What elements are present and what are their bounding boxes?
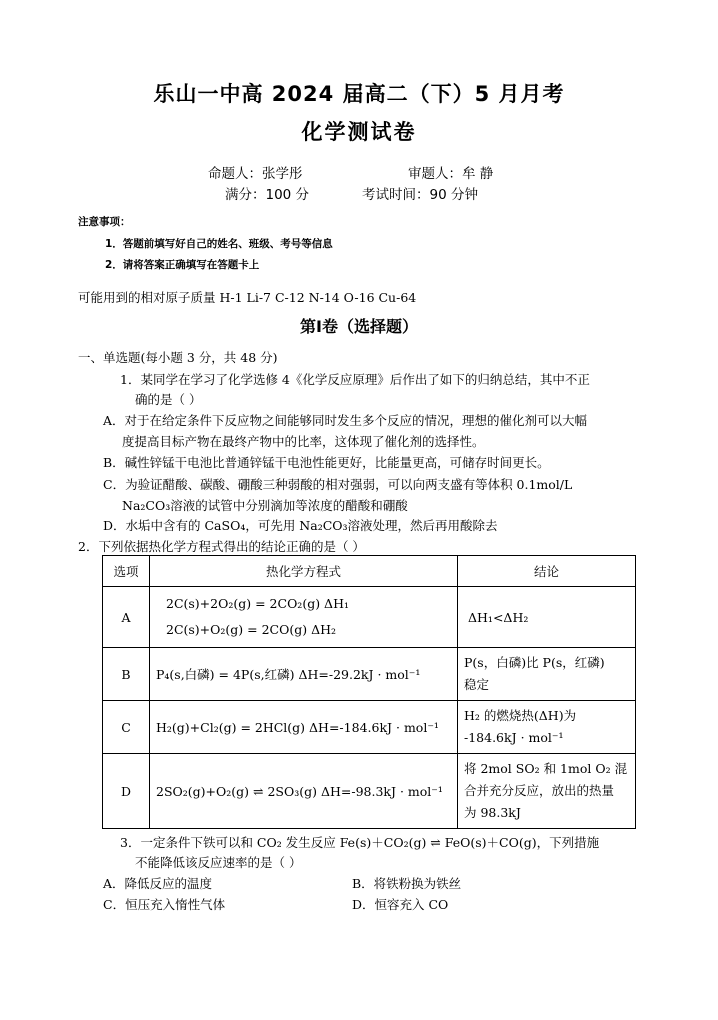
note-item-2: 2．请将答案正确填写在答题卡上 (105, 259, 260, 271)
atomic-masses: 可能用到的相对原子质量 H-1 Li-7 C-12 N-14 O-16 Cu-64 (78, 290, 417, 305)
row-d-conclusion-line1: 将 2mol SO₂ 和 1mol O₂ 混 (464, 761, 628, 776)
row-d-conclusion-line3: 为 98.3kJ (464, 805, 521, 820)
q1-option-c-line2: Na₂CO₃溶液的试管中分别滴加等浓度的醋酸和硼酸 (122, 498, 408, 513)
q1-option-a-line2: 度提高目标产物在最终产物中的比率，这体现了催化剂的选择性。 (122, 434, 485, 449)
header-conclusion: 结论 (458, 556, 636, 587)
row-b-conclusion (458, 648, 636, 701)
exam-time: 考试时间：90 分钟 (362, 187, 478, 203)
row-d-option: D (103, 754, 150, 829)
q1-option-a-line1: A．对于在给定条件下反应物之间能够同时发生多个反应的情况，理想的催化剂可以大幅 (103, 413, 588, 428)
row-c-option: C (103, 701, 150, 754)
q1-stem-line1: 1．某同学在学习了化学选修 4《化学反应原理》后作出了如下的归纳总结，其中不正 (120, 372, 590, 387)
row-a-conclusion: ΔH₁<ΔH₂ (458, 587, 636, 648)
row-b-conclusion-line2: 稳定 (464, 677, 490, 692)
row-b-option: B (103, 648, 150, 701)
full-score: 满分：100 分 (225, 187, 310, 203)
row-a-option: A (103, 587, 150, 648)
row-b-eq: P₄(s,白磷) = 4P(s,红磷) ΔH=-29.2kJ · mol⁻¹ (150, 648, 458, 701)
row-a-equations (150, 587, 458, 648)
q3-option-c: C．恒压充入惰性气体 (103, 897, 226, 912)
q1-option-d: D．水垢中含有的 CaSO₄，可先用 Na₂CO₃溶液处理，然后再用酸除去 (103, 518, 498, 533)
q3-option-b: B．将铁粉换为铁丝 (352, 876, 462, 891)
row-d-eq: 2SO₂(g)+O₂(g) ⇌ 2SO₃(g) ΔH=-98.3kJ · mol⁻¹ (150, 754, 458, 829)
q2-table (102, 555, 636, 829)
author: 命题人：张学彤 (208, 166, 303, 182)
q3-option-d: D．恒容充入 CO (352, 897, 449, 912)
section-title: 第Ⅰ卷（选择题） (300, 317, 418, 336)
reviewer: 审题人：牟 静 (408, 166, 494, 182)
q3-stem-line2: 不能降低该反应速率的是（ ） (135, 855, 302, 870)
table-row (103, 754, 636, 829)
notes-heading: 注意事项： (78, 216, 131, 228)
row-c-conclusion-line2: -184.6kJ · mol⁻¹ (464, 730, 564, 745)
exam-subtitle: 化学测试卷 (301, 120, 417, 144)
row-a-eq1: 2C(s)+2O₂(g) = 2CO₂(g) ΔH₁ (166, 596, 349, 611)
q1-option-b: B．碱性锌锰干电池比普通锌锰干电池性能更好，比能量更高，可储存时间更长。 (103, 455, 550, 470)
row-b-conclusion-line1: P(s，白磷)比 P(s，红磷) (464, 655, 605, 670)
header-equation: 热化学方程式 (150, 556, 458, 587)
table-row (103, 587, 636, 648)
header-option: 选项 (103, 556, 150, 587)
q1-stem-line2: 确的是（ ） (135, 392, 202, 407)
table-row (103, 701, 636, 754)
row-a-eq2: 2C(s)+O₂(g) = 2CO(g) ΔH₂ (166, 622, 337, 637)
exam-title: 乐山一中高 2024 届高二（下）5 月月考 (153, 82, 565, 106)
row-d-conclusion-line2: 合并充分反应，放出的热量 (464, 783, 615, 798)
q3-stem-line1: 3．一定条件下铁可以和 CO₂ 发生反应 Fe(s)＋CO₂(g) ⇌ FeO(s)＋CO(g)，下列措施 (120, 835, 600, 850)
note-item-1: 1．答题前填写好自己的姓名、班级、考号等信息 (105, 238, 333, 250)
q1-option-c-line1: C．为验证醋酸、碳酸、硼酸三种弱酸的相对强弱，可以向两支盛有等体积 0.1mol/L (103, 477, 573, 492)
row-c-conclusion (458, 701, 636, 754)
q3-option-a: A．降低反应的温度 (103, 876, 213, 891)
row-c-eq: H₂(g)+Cl₂(g) = 2HCl(g) ΔH=-184.6kJ · mol⁻¹ (150, 701, 458, 754)
row-d-conclusion (458, 754, 636, 829)
part-heading: 一、单选题(每小题 3 分，共 48 分) (78, 350, 278, 365)
row-c-conclusion-line1: H₂ 的燃烧热(ΔH)为 (464, 708, 577, 723)
q2-stem: 2．下列依据热化学方程式得出的结论正确的是（ ） (78, 539, 365, 554)
table-row (103, 648, 636, 701)
table-header-row (103, 556, 636, 587)
